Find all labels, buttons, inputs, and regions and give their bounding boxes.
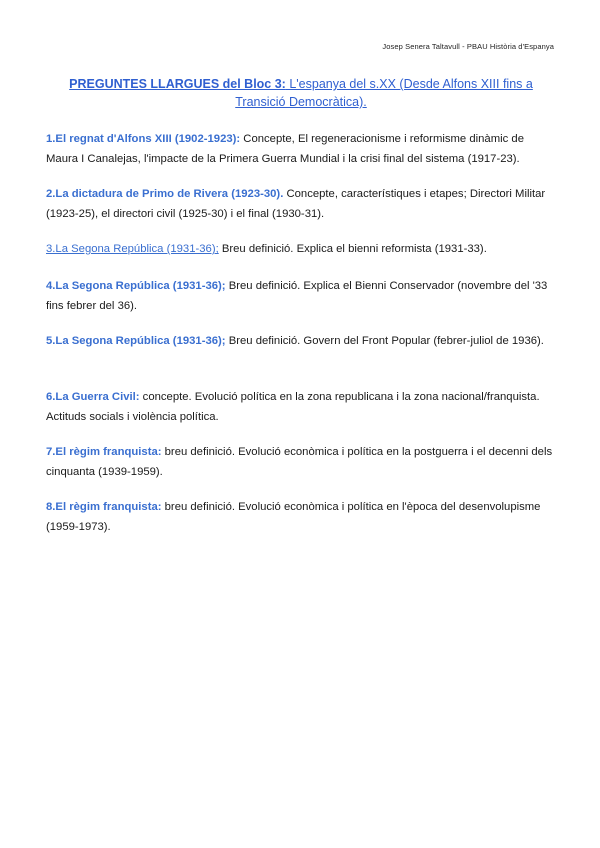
question-7-heading: 7.El règim franquista: (46, 446, 162, 458)
question-4-text: Breu definició. Explica el Bienni Conservador (novembre del '33 fins febrer del 36). (46, 280, 548, 312)
question-3-text: Breu definició. Explica el bienni reformista (1931-33). (218, 243, 487, 255)
question-8 (46, 498, 556, 537)
question-3 (46, 240, 556, 260)
header-author-note: Josep Senera Taltavull - PBAU Història d'Espanya (382, 42, 554, 51)
question-6 (46, 388, 556, 427)
question-8-text: breu definició. Evolució econòmica i política en l'època del desenvolupisme (1959-1973). (46, 501, 541, 533)
question-2 (46, 185, 556, 224)
document-title-bold: PREGUNTES LLARGUES del Bloc 3: (69, 77, 286, 91)
question-2-heading: 2.La dictadura de Primo de Rivera (1923-30). (46, 188, 284, 200)
question-5-text: Breu definició. Govern del Front Popular (febrer-juliol de 1936). (225, 335, 544, 347)
question-6-text: concepte. Evolució política en la zona republicana i la zona nacional/franquista. Actituds socials i violència política. (46, 391, 540, 423)
question-1 (46, 130, 556, 169)
question-5-heading: 5.La Segona República (1931-36); (46, 335, 226, 347)
question-6-heading: 6.La Guerra Civil: (46, 391, 140, 403)
document-title-rest: L'espanya del s.XX (Desde Alfons XIII fins a Transició Democràtica). (235, 77, 533, 109)
question-5 (46, 332, 556, 352)
question-1-text: Concepte, El regeneracionisme i reformisme dinàmic de Maura I Canalejas, l'impacte de la Primera Guerra Mundial i la crisi final del sistema (1917-23). (46, 133, 524, 165)
question-3-heading: 3.La Segona República (1931-36); (46, 243, 219, 255)
question-7 (46, 443, 556, 482)
question-4-heading: 4.La Segona República (1931-36); (46, 280, 226, 292)
question-7-text: breu definició. Evolució econòmica i política en la postguerra i el decenni dels cinquanta (1939-1959). (46, 446, 553, 478)
question-4 (46, 277, 556, 316)
question-1-heading: 1.El regnat d'Alfons XIII (1902-1923): (46, 133, 241, 145)
document-title (48, 75, 554, 111)
question-2-text: Concepte, característiques i etapes; Directori Militar (1923-25), el directori civil (1925-30) i el final (1930-31). (46, 188, 546, 220)
question-8-heading: 8.El règim franquista: (46, 501, 162, 513)
